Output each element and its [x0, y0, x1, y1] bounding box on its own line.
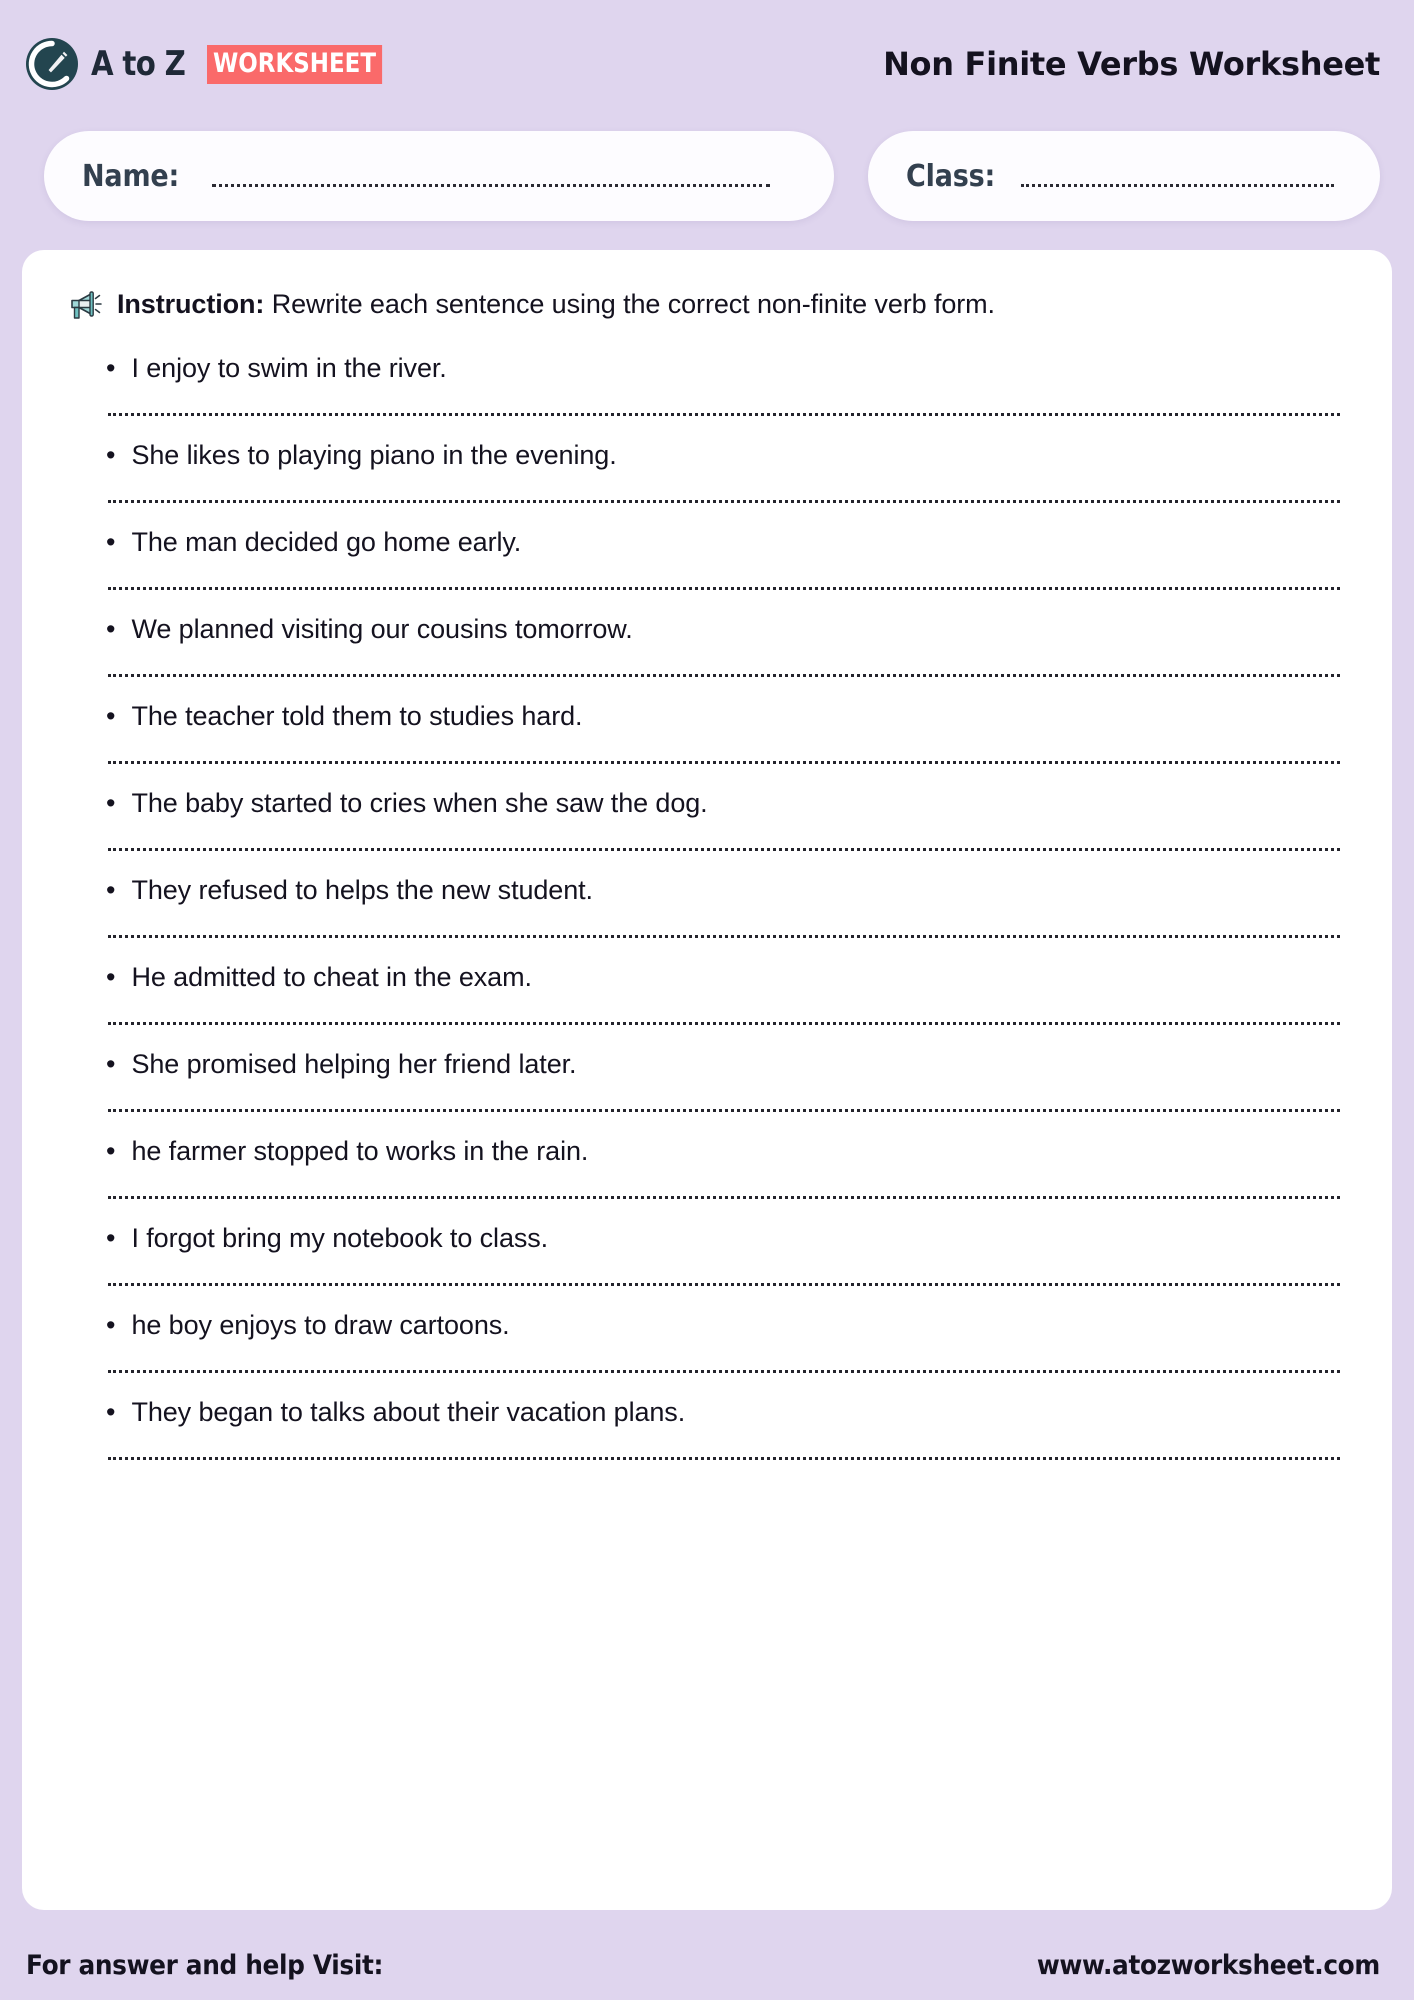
- page-header: [0, 0, 1414, 128]
- question-item: [66, 1134, 1348, 1199]
- question-text: He admitted to cheat in the exam.: [131, 962, 532, 992]
- answer-writing-line[interactable]: [108, 413, 1340, 416]
- bullet-icon: •: [106, 1223, 116, 1253]
- question-item: [66, 1395, 1348, 1460]
- question-text: They refused to helps the new student.: [131, 875, 593, 905]
- answer-writing-line[interactable]: [108, 674, 1340, 677]
- bullet-icon: •: [106, 440, 116, 470]
- question-line: [66, 786, 1348, 848]
- question-item: [66, 438, 1348, 503]
- answer-writing-line[interactable]: [108, 587, 1340, 590]
- question-line: [66, 873, 1348, 935]
- question-item: [66, 351, 1348, 416]
- name-field[interactable]: [44, 131, 834, 221]
- page-title: Non Finite Verbs Worksheet: [883, 45, 1380, 83]
- brand-logo-group[interactable]: [24, 36, 413, 92]
- instruction-row: [66, 284, 1348, 325]
- question-line: [66, 699, 1348, 761]
- answer-writing-line[interactable]: [108, 500, 1340, 503]
- question-item: [66, 786, 1348, 851]
- question-text: The teacher told them to studies hard.: [131, 701, 583, 731]
- question-line: [66, 351, 1348, 413]
- bullet-icon: •: [106, 1049, 116, 1079]
- name-field-label: Name:: [82, 158, 180, 194]
- student-info-row: [0, 128, 1414, 224]
- question-line: [66, 612, 1348, 674]
- name-field-writing-line[interactable]: [212, 184, 770, 187]
- answer-writing-line[interactable]: [108, 1457, 1340, 1460]
- question-item: [66, 1308, 1348, 1373]
- bullet-icon: •: [106, 1397, 116, 1427]
- bullet-icon: •: [106, 701, 116, 731]
- question-item: [66, 960, 1348, 1025]
- question-line: [66, 1134, 1348, 1196]
- question-text: I enjoy to swim in the river.: [131, 353, 447, 383]
- question-line: [66, 1221, 1348, 1283]
- answer-writing-line[interactable]: [108, 1196, 1340, 1199]
- megaphone-icon: [66, 287, 104, 325]
- question-text: She promised helping her friend later.: [131, 1049, 577, 1079]
- class-field[interactable]: [868, 131, 1380, 221]
- answer-writing-line[interactable]: [108, 1022, 1340, 1025]
- question-text: The man decided go home early.: [131, 527, 522, 557]
- question-text: The baby started to cries when she saw the dog.: [131, 788, 708, 818]
- question-line: [66, 960, 1348, 1022]
- bullet-icon: •: [106, 788, 116, 818]
- question-text: She likes to playing piano in the evening.: [131, 440, 617, 470]
- answer-writing-line[interactable]: [108, 1370, 1340, 1373]
- worksheet-card: [22, 250, 1392, 1910]
- instruction-lead: Instruction:: [117, 289, 265, 319]
- instruction-text: [117, 284, 995, 324]
- question-line: [66, 1047, 1348, 1109]
- bullet-icon: •: [106, 353, 116, 383]
- bullet-icon: •: [106, 527, 116, 557]
- answer-writing-line[interactable]: [108, 848, 1340, 851]
- bullet-icon: •: [106, 875, 116, 905]
- footer-help-text: For answer and help Visit:: [26, 1949, 384, 1981]
- question-line: [66, 438, 1348, 500]
- question-item: [66, 525, 1348, 590]
- page-footer: [0, 1930, 1414, 2000]
- question-line: [66, 1308, 1348, 1370]
- answer-writing-line[interactable]: [108, 1283, 1340, 1286]
- answer-writing-line[interactable]: [108, 935, 1340, 938]
- class-field-writing-line[interactable]: [1021, 184, 1334, 187]
- question-item: [66, 699, 1348, 764]
- class-field-label: Class:: [906, 158, 996, 194]
- question-line: [66, 1395, 1348, 1457]
- question-item: [66, 612, 1348, 677]
- question-item: [66, 873, 1348, 938]
- question-item: [66, 1221, 1348, 1286]
- bullet-icon: •: [106, 962, 116, 992]
- question-line: [66, 525, 1348, 587]
- answer-writing-line[interactable]: [108, 1109, 1340, 1112]
- question-text: We planned visiting our cousins tomorrow.: [131, 614, 633, 644]
- question-list: [66, 351, 1348, 1460]
- bullet-icon: •: [106, 1136, 116, 1166]
- brand-wordmark: A to Z: [91, 44, 186, 84]
- brand-badge: WORKSHEET: [207, 45, 382, 84]
- answer-writing-line[interactable]: [108, 761, 1340, 764]
- question-text: I forgot bring my notebook to class.: [131, 1223, 549, 1253]
- bullet-icon: •: [106, 614, 116, 644]
- instruction-body: Rewrite each sentence using the correct non-finite verb form.: [271, 289, 995, 319]
- pen-nib-circle-icon: [24, 36, 80, 92]
- question-item: [66, 1047, 1348, 1112]
- question-text: They began to talks about their vacation plans.: [131, 1397, 686, 1427]
- question-text: he farmer stopped to works in the rain.: [131, 1136, 589, 1166]
- footer-website-link[interactable]: www.atozworksheet.com: [1036, 1949, 1380, 1981]
- bullet-icon: •: [106, 1310, 116, 1340]
- question-text: he boy enjoys to draw cartoons.: [131, 1310, 510, 1340]
